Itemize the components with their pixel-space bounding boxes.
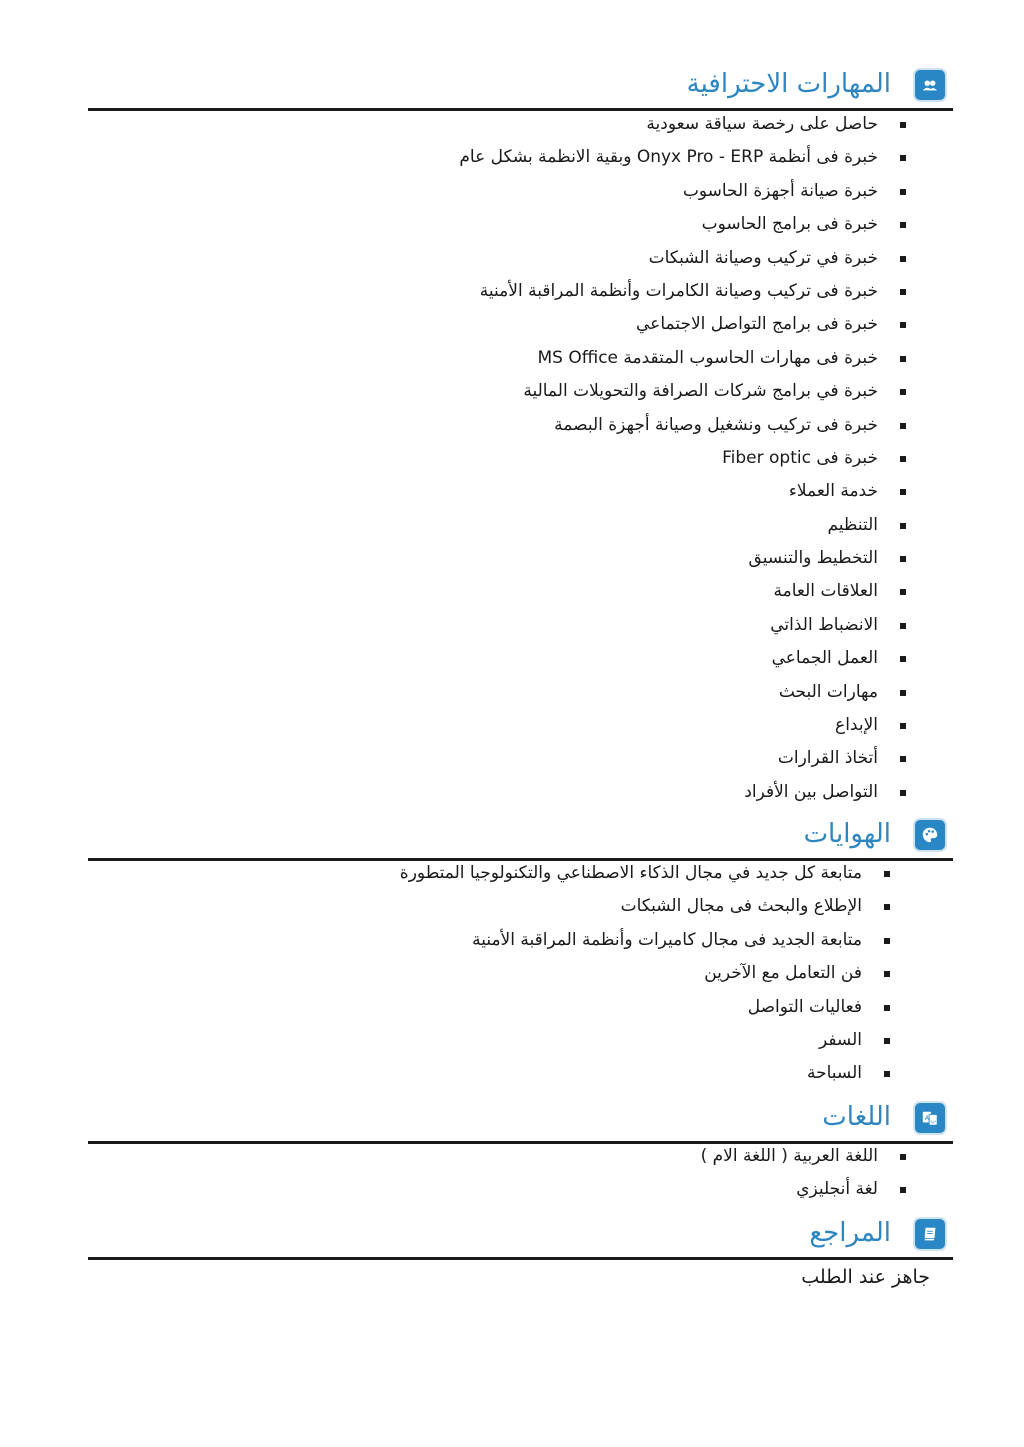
skills-section-title: المهارات الاحترافية (686, 69, 891, 99)
bullet-icon (900, 389, 906, 395)
skills-list (459, 108, 906, 809)
skill-item (459, 475, 906, 508)
users-icon (915, 70, 945, 100)
skills-section-header (88, 62, 953, 111)
translate-icon (915, 1103, 945, 1133)
hobby-item (400, 1024, 890, 1057)
hobby-item-label: فعاليات التواصل (747, 996, 862, 1017)
skill-item-label: خبرة في برامج شركات الصرافة والتحويلات المالية (523, 381, 878, 402)
hobby-item (400, 890, 890, 923)
hobby-item (400, 1057, 890, 1090)
bullet-icon (900, 456, 906, 462)
skill-item-label: مهارات البحث (778, 681, 878, 702)
bullet-icon (900, 222, 906, 228)
skill-item (459, 742, 906, 775)
skill-item (459, 208, 906, 241)
bullet-icon (900, 489, 906, 495)
languages-section-header (88, 1095, 953, 1144)
skill-item-label: خبرة صيانة أجهزة الحاسوب (682, 180, 878, 201)
bullet-icon (900, 356, 906, 362)
bullet-icon (884, 938, 890, 944)
skill-item (459, 676, 906, 709)
svg-text:A: A (924, 1114, 930, 1122)
bullet-icon (900, 589, 906, 595)
skill-item-label: العمل الجماعي (771, 648, 878, 669)
bullet-icon (900, 1187, 906, 1193)
bullet-icon (900, 1154, 906, 1160)
skill-item-label: خبرة في تركيب وصيانة الشبكات (648, 247, 878, 268)
bullet-icon (900, 423, 906, 429)
bullet-icon (884, 971, 890, 977)
hobby-item-label: متابعة كل جديد في مجال الذكاء الاصطناعي والتكنولوجيا المتطورة (399, 863, 862, 883)
references-section-header (88, 1211, 953, 1260)
skill-item (459, 375, 906, 408)
bullet-icon (900, 790, 906, 796)
hobby-item-label: السباحة (806, 1063, 862, 1084)
languages-list (701, 1140, 906, 1207)
skill-item (459, 275, 906, 308)
skill-item-label: الإبداع (835, 715, 878, 736)
skill-item-label: خبرة فى برامج الحاسوب (701, 214, 878, 235)
skill-item (459, 709, 906, 742)
skill-item (459, 609, 906, 642)
skill-item (459, 509, 906, 542)
skill-item (459, 308, 906, 341)
hobby-item (400, 991, 890, 1024)
language-item (701, 1140, 906, 1173)
skill-item-label: العلاقات العامة (773, 581, 878, 602)
skill-item-label: خبرة فى أنظمة Onyx Pro - ERP وبقية الانظمة بشكل عام (459, 147, 878, 168)
bullet-icon (884, 1005, 890, 1011)
hobby-item-label: متابعة الجديد فى مجال كاميرات وأنظمة المراقبة الأمنية (472, 929, 862, 950)
bullet-icon (900, 656, 906, 662)
bullet-icon (884, 904, 890, 910)
bullet-icon (900, 256, 906, 262)
bullet-icon (900, 690, 906, 696)
language-item-label: لغة أنجليزي (796, 1179, 878, 1200)
skill-item-label: خبرة فى برامج التواصل الاجتماعي (636, 314, 878, 335)
skill-item-label: أتخاذ القرارات (777, 748, 878, 769)
skill-item (459, 242, 906, 275)
skill-item-label: الانضباط الذاتي (770, 614, 878, 635)
hobby-item-label: فن التعامل مع الآخرين (704, 963, 862, 984)
bullet-icon (900, 623, 906, 629)
bullet-icon (900, 189, 906, 195)
skill-item (459, 776, 906, 809)
bullet-icon (900, 122, 906, 128)
palette-icon (915, 820, 945, 850)
hobbies-list (400, 857, 890, 1091)
bullet-icon (900, 289, 906, 295)
references-section-title: المراجع (809, 1218, 891, 1248)
bullet-icon (884, 1071, 890, 1077)
bullet-icon (900, 756, 906, 762)
hobby-item-label: الإطلاع والبحث فى مجال الشبكات (620, 896, 862, 917)
bullet-icon (884, 871, 890, 877)
languages-section-title: اللغات (822, 1102, 891, 1132)
language-item-label: اللغة العربية ( اللغة الام ) (700, 1146, 878, 1166)
skill-item (459, 175, 906, 208)
references-text: جاهز عند الطلب (801, 1266, 930, 1288)
hobby-item (400, 857, 890, 890)
bullet-icon (884, 1038, 890, 1044)
skill-item-label: التواصل بين الأفراد (744, 781, 878, 802)
skill-item (459, 409, 906, 442)
bullet-icon (900, 723, 906, 729)
skill-item (459, 642, 906, 675)
bullet-icon (900, 523, 906, 529)
bullet-icon (900, 556, 906, 562)
hobby-item (400, 957, 890, 990)
skill-item-label: خدمة العملاء (788, 481, 878, 502)
skill-item-label: خبرة فى تركيب وصيانة الكامرات وأنظمة المراقبة الأمنية (479, 280, 878, 301)
book-icon (915, 1219, 945, 1249)
skill-item (459, 108, 906, 141)
skill-item-label: خبرة فى تركيب ونشغيل وصيانة أجهزة البصمة (554, 414, 878, 435)
skill-item-label: التنظيم (827, 514, 878, 535)
hobbies-section-header (88, 812, 953, 861)
bullet-icon (900, 322, 906, 328)
skill-item-label: التخطيط والتنسيق (748, 548, 878, 569)
skill-item (459, 442, 906, 475)
bullet-icon (900, 155, 906, 161)
hobby-item-label: السفر (818, 1029, 862, 1050)
hobby-item (400, 924, 890, 957)
skill-item (459, 575, 906, 608)
skill-item-label: خبرة فى مهارات الحاسوب المتقدمة MS Office (537, 347, 878, 368)
hobbies-section-title: الهوايات (803, 819, 891, 849)
skill-item-label: خبرة فى Fiber optic (722, 447, 878, 468)
svg-text:ب: ب (930, 1117, 937, 1125)
skill-item (459, 542, 906, 575)
skill-item-label: حاصل على رخصة سياقة سعودية (646, 114, 878, 134)
skill-item (459, 141, 906, 174)
language-item (701, 1173, 906, 1206)
skill-item (459, 342, 906, 375)
